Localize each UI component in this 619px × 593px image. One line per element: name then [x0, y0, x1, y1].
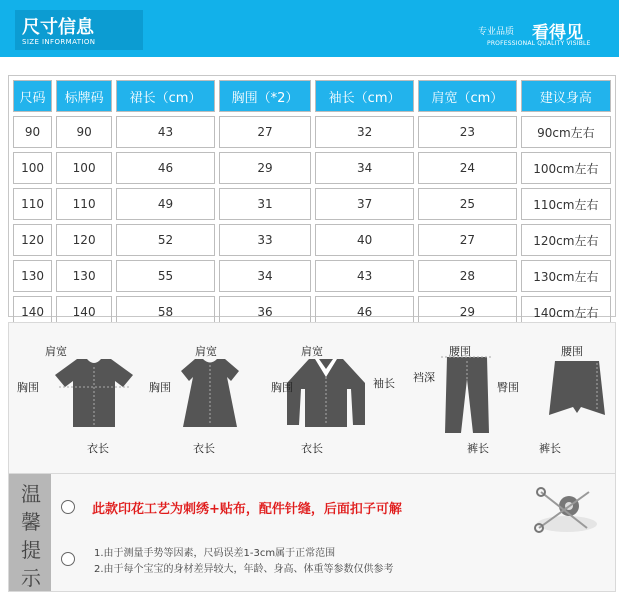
pants-crotch-label: 裆深	[413, 371, 435, 384]
tips-char: 提	[21, 538, 41, 562]
dress-icon	[175, 353, 245, 433]
table-cell: 55	[116, 260, 215, 292]
tshirt-icon	[49, 353, 139, 433]
table-cell: 130cm左右	[521, 260, 611, 292]
table-cell: 32	[315, 116, 414, 148]
pants-waist-label: 腰围	[449, 345, 471, 358]
table-cell: 110	[13, 188, 52, 220]
size-table-area	[8, 75, 616, 320]
table-header-row	[13, 80, 611, 112]
table-cell: 120	[56, 224, 112, 256]
table-cell: 25	[418, 188, 517, 220]
jacket-length-label: 衣长	[301, 442, 323, 455]
header-right-sub: PROFESSIONAL QUALITY VISIBLE	[487, 40, 591, 47]
col-sleeve: 袖长（cm）	[315, 80, 414, 112]
circle-icon	[61, 552, 75, 566]
jacket-sleeve-label: 袖长	[373, 377, 395, 390]
col-tag-size: 标牌码	[56, 80, 112, 112]
table-cell: 130	[13, 260, 52, 292]
header-right-small: 专业品质	[478, 27, 515, 37]
jacket-shoulder-label: 肩宽	[301, 345, 323, 358]
circle-icon	[61, 500, 75, 514]
tshirt-length-label: 衣长	[87, 442, 109, 455]
table-cell: 58	[116, 296, 215, 328]
table-cell: 29	[219, 152, 311, 184]
col-chest: 胸围（*2）	[219, 80, 311, 112]
col-shoulder: 肩宽（cm）	[418, 80, 517, 112]
table-row	[13, 224, 611, 256]
table-cell: 110cm左右	[521, 188, 611, 220]
tip-line-2: 2.由于每个宝宝的身材差异较大，年龄、身高、体重等参数仅供参考	[94, 564, 394, 575]
table-cell: 40	[315, 224, 414, 256]
col-height: 建议身高	[521, 80, 611, 112]
table-cell: 120	[13, 224, 52, 256]
dress-chest-label: 胸围	[149, 381, 171, 394]
table-cell: 43	[315, 260, 414, 292]
tips-sidebar	[9, 474, 51, 591]
measurement-diagram-area	[8, 322, 616, 474]
skirt-length-label: 裤长	[539, 442, 561, 455]
table-cell: 140	[13, 296, 52, 328]
table-cell: 100	[13, 152, 52, 184]
table-cell: 90cm左右	[521, 116, 611, 148]
col-size: 尺码	[13, 80, 52, 112]
table-cell: 37	[315, 188, 414, 220]
tip-main-text: 此款印花工艺为刺绣+贴布，配件针缝，后面扣子可解	[92, 502, 402, 517]
table-cell: 110	[56, 188, 112, 220]
header-subtitle: SIZE INFORMATION	[22, 38, 96, 46]
table-cell: 90	[13, 116, 52, 148]
table-cell: 43	[116, 116, 215, 148]
table-cell: 31	[219, 188, 311, 220]
size-table	[9, 76, 615, 332]
table-cell: 120cm左右	[521, 224, 611, 256]
tips-char: 馨	[21, 510, 41, 534]
table-cell: 140cm左右	[521, 296, 611, 328]
jacket-icon	[281, 353, 371, 433]
tips-char: 温	[21, 482, 41, 506]
table-cell: 130	[56, 260, 112, 292]
table-cell: 49	[116, 188, 215, 220]
table-cell: 100	[56, 152, 112, 184]
table-row	[13, 260, 611, 292]
table-cell: 29	[418, 296, 517, 328]
skirt-icon	[547, 357, 607, 419]
table-cell: 28	[418, 260, 517, 292]
table-cell: 24	[418, 152, 517, 184]
tips-panel	[8, 473, 616, 592]
col-dress-length: 裙长（cm）	[116, 80, 215, 112]
table-cell: 100cm左右	[521, 152, 611, 184]
dress-shoulder-label: 肩宽	[195, 345, 217, 358]
jacket-chest-label: 胸围	[271, 381, 293, 394]
table-row	[13, 116, 611, 148]
header-title: 尺寸信息	[22, 17, 94, 38]
table-cell: 46	[315, 296, 414, 328]
table-cell: 34	[219, 260, 311, 292]
table-cell: 27	[219, 116, 311, 148]
table-cell: 23	[418, 116, 517, 148]
tips-char: 示	[21, 566, 41, 590]
tshirt-chest-label: 胸围	[17, 381, 39, 394]
header-banner	[0, 0, 619, 57]
table-cell: 52	[116, 224, 215, 256]
table-cell: 27	[418, 224, 517, 256]
table-cell: 90	[56, 116, 112, 148]
table-cell: 34	[315, 152, 414, 184]
skirt-waist-label: 腰围	[561, 345, 583, 358]
table-row	[13, 152, 611, 184]
sewing-kit-icon	[531, 484, 601, 536]
dress-length-label: 衣长	[193, 442, 215, 455]
table-cell: 36	[219, 296, 311, 328]
table-cell: 33	[219, 224, 311, 256]
tshirt-shoulder-label: 肩宽	[45, 345, 67, 358]
table-cell: 140	[56, 296, 112, 328]
header-right-big: 看得见	[532, 23, 583, 43]
pants-icon	[439, 353, 495, 437]
table-cell: 46	[116, 152, 215, 184]
table-row	[13, 188, 611, 220]
tip-line-1: 1.由于测量手势等因素，尺码误差1-3cm属于正常范围	[94, 548, 336, 559]
pants-hip-label: 臀围	[497, 381, 519, 394]
pants-length-label: 裤长	[467, 442, 489, 455]
